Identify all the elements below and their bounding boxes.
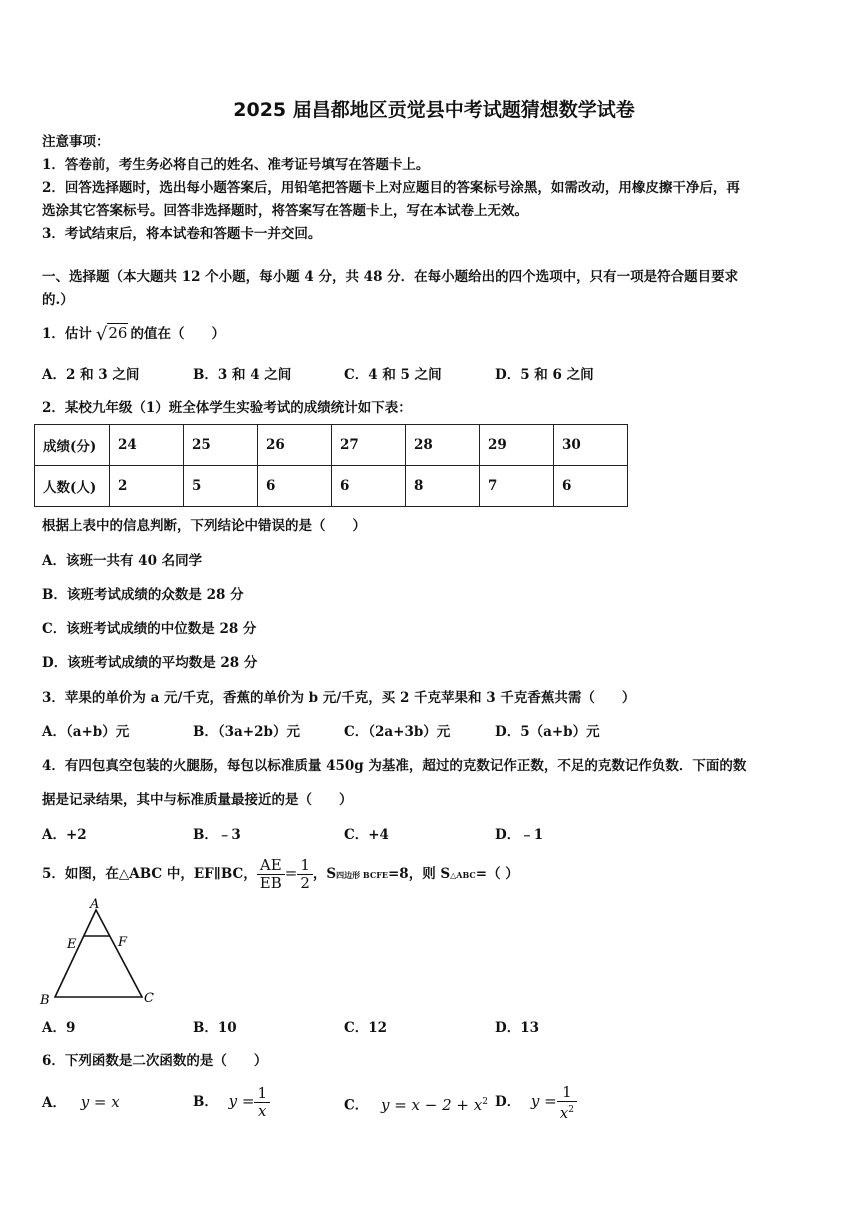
table-cell: 30 [554,425,628,466]
frac-numerator: 1 [297,857,313,875]
label-e: E [67,937,77,952]
frac-numerator: AE [257,857,285,875]
table-cell: 7 [480,466,554,507]
table-cell: 26 [258,425,332,466]
q6-option-d [495,1082,577,1122]
formula-d-lhs: y = [530,1092,557,1110]
q5-mid2: =8，则 S [387,866,451,882]
question-5 [42,853,519,895]
notice-item-2-cont: 选涂其它答案标号。回答非选择题时，将答案写在答题卡上，写在本试卷上无效。 [42,203,528,219]
page-title: 2025 届昌都地区贡觉县中考试题猜想数学试卷 [233,99,635,121]
q4-option-a: A．+2 [42,827,87,843]
q5-option-c: C．12 [344,1020,388,1036]
frac-denominator [557,1102,577,1122]
option-label: D． [495,1094,521,1110]
label-b: B [40,993,50,1008]
table-cell: 6 [332,466,406,507]
q5-option-d: D．13 [495,1020,539,1036]
question-4: 4．有四包真空包装的火腿肠，每包以标准质量 450g 为基准，超过的克数记作正数，不足的克数记作负数．下面的数 [42,758,747,774]
fraction-one-over-x [254,1085,270,1120]
formula-c: y = x − 2 + x [380,1095,483,1114]
table-cell: 6 [258,466,332,507]
section-heading: 一、选择题（本大题共 12 个小题，每小题 4 分，共 48 分．在每小题给出的四个选项中，只有一项是符合题目要求 [42,269,739,285]
table-cell: 8 [406,466,480,507]
q6-option-c [344,1093,488,1115]
frac-denominator: 2 [300,874,310,892]
table-row [35,425,628,466]
table-cell: 2 [110,466,184,507]
equals-sign: = [284,864,298,882]
sqrt-expression: √26 [95,324,128,345]
q2-option-a: A．该班一共有 40 名同学 [42,553,203,569]
formula-a: y = x [80,1093,120,1111]
q1-option-d: D．5 和 6 之间 [495,367,594,383]
question-4-cont: 据是记录结果，其中与标准质量最接近的是（ ） [42,792,353,808]
q5-prefix: 5．如图，在△ABC 中，EF∥BC， [42,866,257,882]
q5-option-a: A．9 [42,1020,76,1036]
frac-numerator: 1 [254,1085,270,1103]
table-cell: 25 [184,425,258,466]
table-cell: 成绩(分) [35,425,110,466]
q1-prefix: 1．估计 [42,326,92,342]
fraction-one-over-x-squared [557,1084,577,1122]
q5-suffix: =（ ） [475,866,519,882]
table-cell: 24 [110,425,184,466]
q1-option-a: A．2 和 3 之间 [42,367,140,383]
q3-option-b: B．（3a+2b）元 [193,724,300,740]
table-cell: 27 [332,425,406,466]
q4-option-d: D．﹣1 [495,827,544,843]
notice-item-3: 3．考试结束后，将本试卷和答题卡一并交回。 [42,226,322,242]
score-table [34,424,628,507]
fraction-ae-eb [257,857,285,892]
q1-suffix: 的值在（ ） [130,326,225,342]
q5-option-b: B．10 [193,1020,237,1036]
notice-item-2: 2．回答选择题时，选出每小题答案后，用铅笔把答题卡上对应题目的答案标号涂黑，如需改动，用橡皮擦干净后，再 [42,180,740,196]
option-label: A． [42,1095,66,1111]
question-2: 2．某校九年级（1）班全体学生实验考试的成绩统计如下表： [42,400,412,416]
frac-numerator: 1 [557,1084,577,1102]
question-6: 6．下列函数是二次函数的是（ ） [42,1053,268,1069]
q4-option-c: C．+4 [344,827,389,843]
q2-option-d: D．该班考试成绩的平均数是 28 分 [42,655,258,671]
exponent: 2 [482,1097,488,1107]
option-label: B． [193,1094,218,1110]
triangle-figure [36,896,166,1008]
subscript-quad: 四边形 BCFE [336,870,388,880]
table-cell: 29 [480,425,554,466]
table-cell: 人数(人) [35,466,110,507]
q1-option-c: C．4 和 5 之间 [344,367,442,383]
q3-option-a: A．（a+b）元 [42,724,130,740]
frac-denominator: x [257,1102,267,1120]
formula-b-lhs: y = [228,1092,255,1110]
q1-option-b: B．3 和 4 之间 [193,367,292,383]
triangle-abc [55,910,142,997]
q2-option-c: C．该班考试成绩的中位数是 28 分 [42,621,257,637]
fraction-one-half [297,857,313,892]
question-1 [42,322,225,345]
table-cell: 28 [406,425,480,466]
exponent: 2 [568,1104,574,1115]
section-heading-cont: 的.） [42,292,74,308]
label-c: C [144,991,154,1006]
denominator-base: x [559,1103,569,1122]
label-f: F [118,935,128,950]
table-cell: 5 [184,466,258,507]
subscript-triangle: △ABC [450,870,476,880]
q2-option-b: B．该班考试成绩的众数是 28 分 [42,587,244,603]
q2-question: 根据上表中的信息判断，下列结论中错误的是（ ） [42,518,366,534]
q5-mid: ，S [312,866,337,882]
q4-option-b: B．﹣3 [193,827,241,843]
question-3: 3．苹果的单价为 a 元/千克，香蕉的单价为 b 元/千克，买 2 千克苹果和 3 千克香蕉共需（ ） [42,690,636,706]
q6-option-a [42,1093,120,1112]
frac-denominator: EB [259,874,282,892]
table-cell: 6 [554,466,628,507]
label-a: A [90,897,100,912]
q3-option-c: C．（2a+3b）元 [344,724,451,740]
table-row [35,466,628,507]
q3-option-d: D．5（a+b）元 [495,724,600,740]
q6-option-b [193,1082,270,1121]
option-label: C． [344,1097,369,1114]
notice-item-1: 1．答卷前，考生务必将自己的姓名、准考证号填写在答题卡上。 [42,157,430,173]
radicand: 26 [108,324,128,342]
notice-heading: 注意事项： [42,134,110,150]
